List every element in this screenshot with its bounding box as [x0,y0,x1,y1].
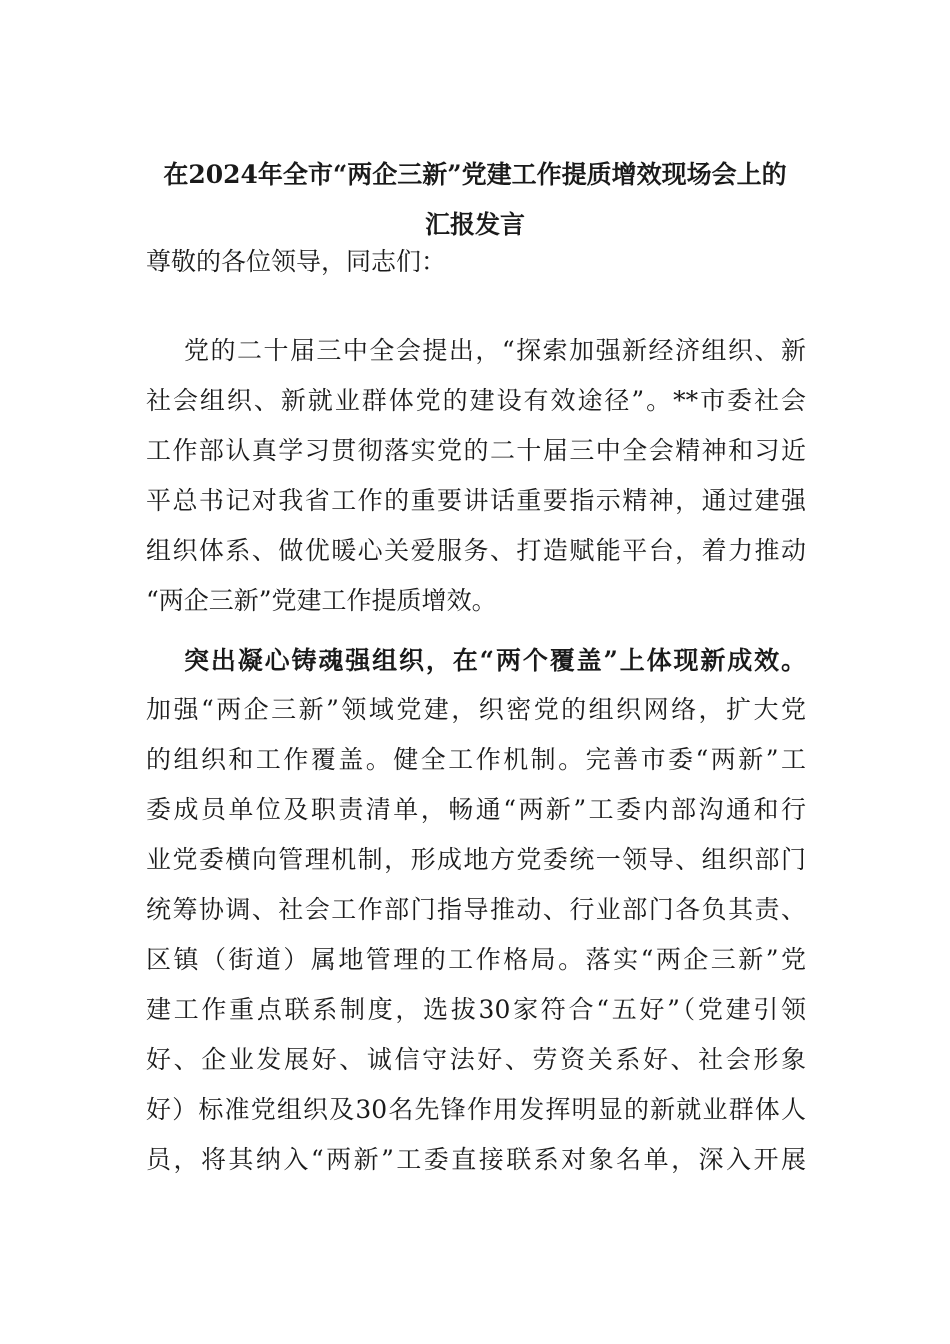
document-title-line-1: 在2024年全市“两企三新”党建工作提质增效现场会上的 [163,160,787,189]
section-1-heading: 突出凝心铸魂强组织，在“两个覆盖”上体现新成效。 [184,646,806,675]
section-1-line-6: 区镇（街道）属地管理的工作格局。落实“两企三新”党 [146,945,806,974]
section-1-line-4: 业党委横向管理机制，形成地方党委统一领导、组织部门 [146,845,806,874]
section-1-line-10: 员，将其纳入“两新”工委直接联系对象名单，深入开展 [146,1145,806,1174]
section-1-line-5: 统筹协调、社会工作部门指导推动、行业部门各负其责、 [146,895,806,924]
section-1-line-2: 的组织和工作覆盖。健全工作机制。完善市委“两新”工 [146,745,806,774]
document-title-line-2: 汇报发言 [424,210,525,239]
intro-line-4: 平总书记对我省工作的重要讲话重要指示精神，通过建强 [146,486,806,515]
intro-line-1: 党的二十届三中全会提出，“探索加强新经济组织、新 [184,336,806,365]
section-1-line-9: 好）标准党组织及30名先锋作用发挥明显的新就业群体人 [146,1095,806,1124]
section-1-line-3: 委成员单位及职责清单，畅通“两新”工委内部沟通和行 [146,795,806,824]
intro-line-6: “两企三新”党建工作提质增效。 [146,586,497,615]
intro-line-2: 社会组织、新就业群体党的建设有效途径”。**市委社会 [146,386,806,415]
section-1-line-8: 好、企业发展好、诚信守法好、劳资关系好、社会形象 [146,1045,806,1074]
greeting: 尊敬的各位领导，同志们： [146,247,447,276]
section-1-line-1: 加强“两企三新”领域党建，织密党的组织网络，扩大党 [146,695,806,724]
intro-line-5: 组织体系、做优暖心关爱服务、打造赋能平台，着力推动 [146,536,806,565]
intro-line-3: 工作部认真学习贯彻落实党的二十届三中全会精神和习近 [146,436,806,465]
section-1-line-7: 建工作重点联系制度，选拔30家符合“五好”（党建引领 [146,995,806,1024]
